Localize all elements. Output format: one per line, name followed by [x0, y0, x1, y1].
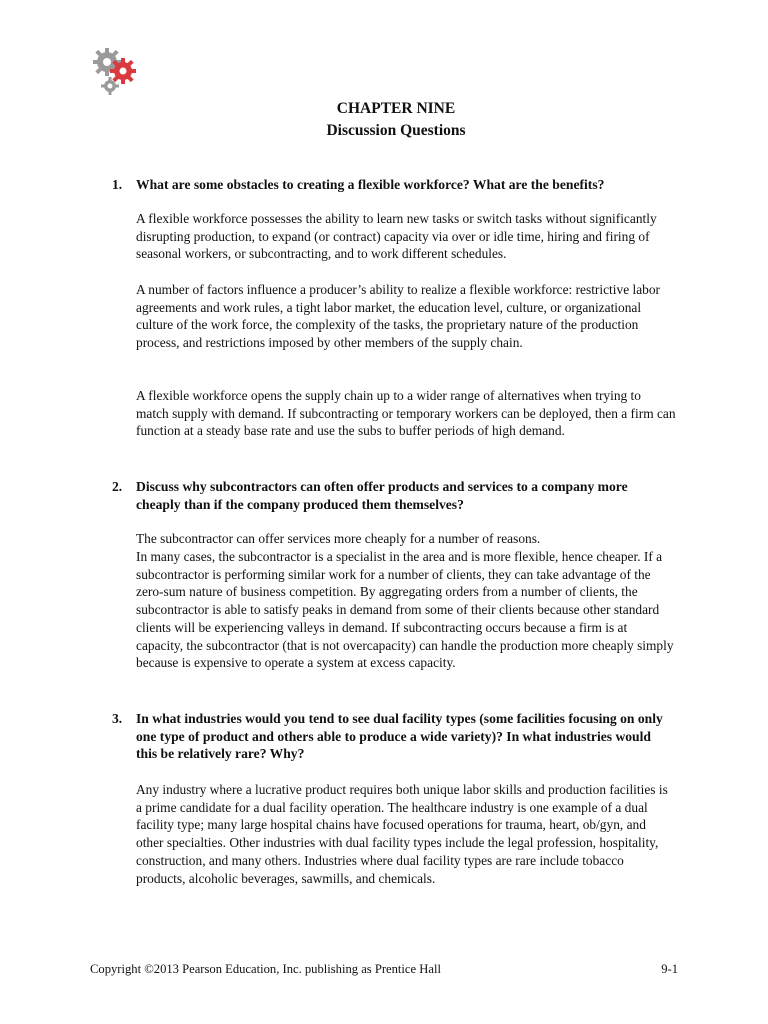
question-1 — [112, 176, 672, 194]
question-number: 2. — [112, 479, 123, 494]
footer-copyright: Copyright ©2013 Pearson Education, Inc. publishing as Prentice Hall — [90, 962, 441, 976]
question-3 — [112, 710, 672, 763]
answer-paragraph: The subcontractor can offer services more cheaply for a number of reasons. — [136, 531, 541, 546]
question-text: In what industries would you tend to see dual facility types (some facilities focusing on only one type of product and others able to produce a wide variety)? In what industries would this be relatively rare? Why? — [136, 711, 663, 761]
gears-icon — [90, 44, 142, 96]
question-number: 1. — [112, 177, 123, 192]
answer-paragraph: In many cases, the subcontractor is a specialist in the area and is more flexible, hence cheaper. If a subcontractor is performing similar work for a number of clients, they can take advantage of the zero-sum nature of business competition. By aggregating orders from a number of clients, the subcontractor is able to satisfy peaks in demand from some of their clients because other standard clients will be experiencing valleys in demand. If subcontracting occurs because a firm is at capacity, the subcontractor (that is not overcapacity) can handle the production more cheaply simply because is expensive to operate a system at excess capacity. — [136, 549, 674, 671]
footer-page-number: 9-1 — [661, 962, 678, 976]
question-text: Discuss why subcontractors can often offer products and services to a company more cheaply than if the company produced them themselves? — [136, 479, 628, 512]
answer-paragraph: A flexible workforce opens the supply chain up to a wider range of alternatives when trying to match supply with demand. If subcontracting or temporary workers can be deployed, then a firm can function at a steady base rate and use the subs to buffer periods of high demand. — [136, 388, 676, 439]
question-text: What are some obstacles to creating a flexible workforce? What are the benefits? — [136, 177, 605, 192]
question-2 — [112, 478, 672, 513]
chapter-title: CHAPTER NINE — [336, 100, 456, 117]
chapter-header — [0, 98, 768, 142]
answer-paragraph: Any industry where a lucrative product requires both unique labor skills and production facilities is a prime candidate for a dual facility operation. The healthcare industry is one example of a dual facility type; many large hospital chains have focused operations for trauma, heart, ob/gyn, and other specialties. Other industries with dual facility types include the legal profession, hospitality, construction, and many others. Industries where dual facility types are rare include tobacco products, alcoholic beverages, sawmills, and chemicals. — [136, 782, 668, 886]
chapter-subtitle: Discussion Questions — [326, 122, 466, 139]
question-number: 3. — [112, 711, 123, 726]
answer-paragraph: A flexible workforce possesses the ability to learn new tasks or switch tasks without significantly disrupting production, to expand (or contract) capacity via over or idle time, hiring and firing of seasonal workers, or subcontracting, and to work different schedules. — [136, 211, 657, 262]
answer-paragraph: A number of factors influence a producer’s ability to realize a flexible workforce: restrictive labor agreements and work rules, a tight labor market, the education level, culture, or organizational culture of the work force, the complexity of the tasks, the proprietary nature of the production process, and restrictions imposed by other members of the supply chain. — [136, 282, 660, 351]
